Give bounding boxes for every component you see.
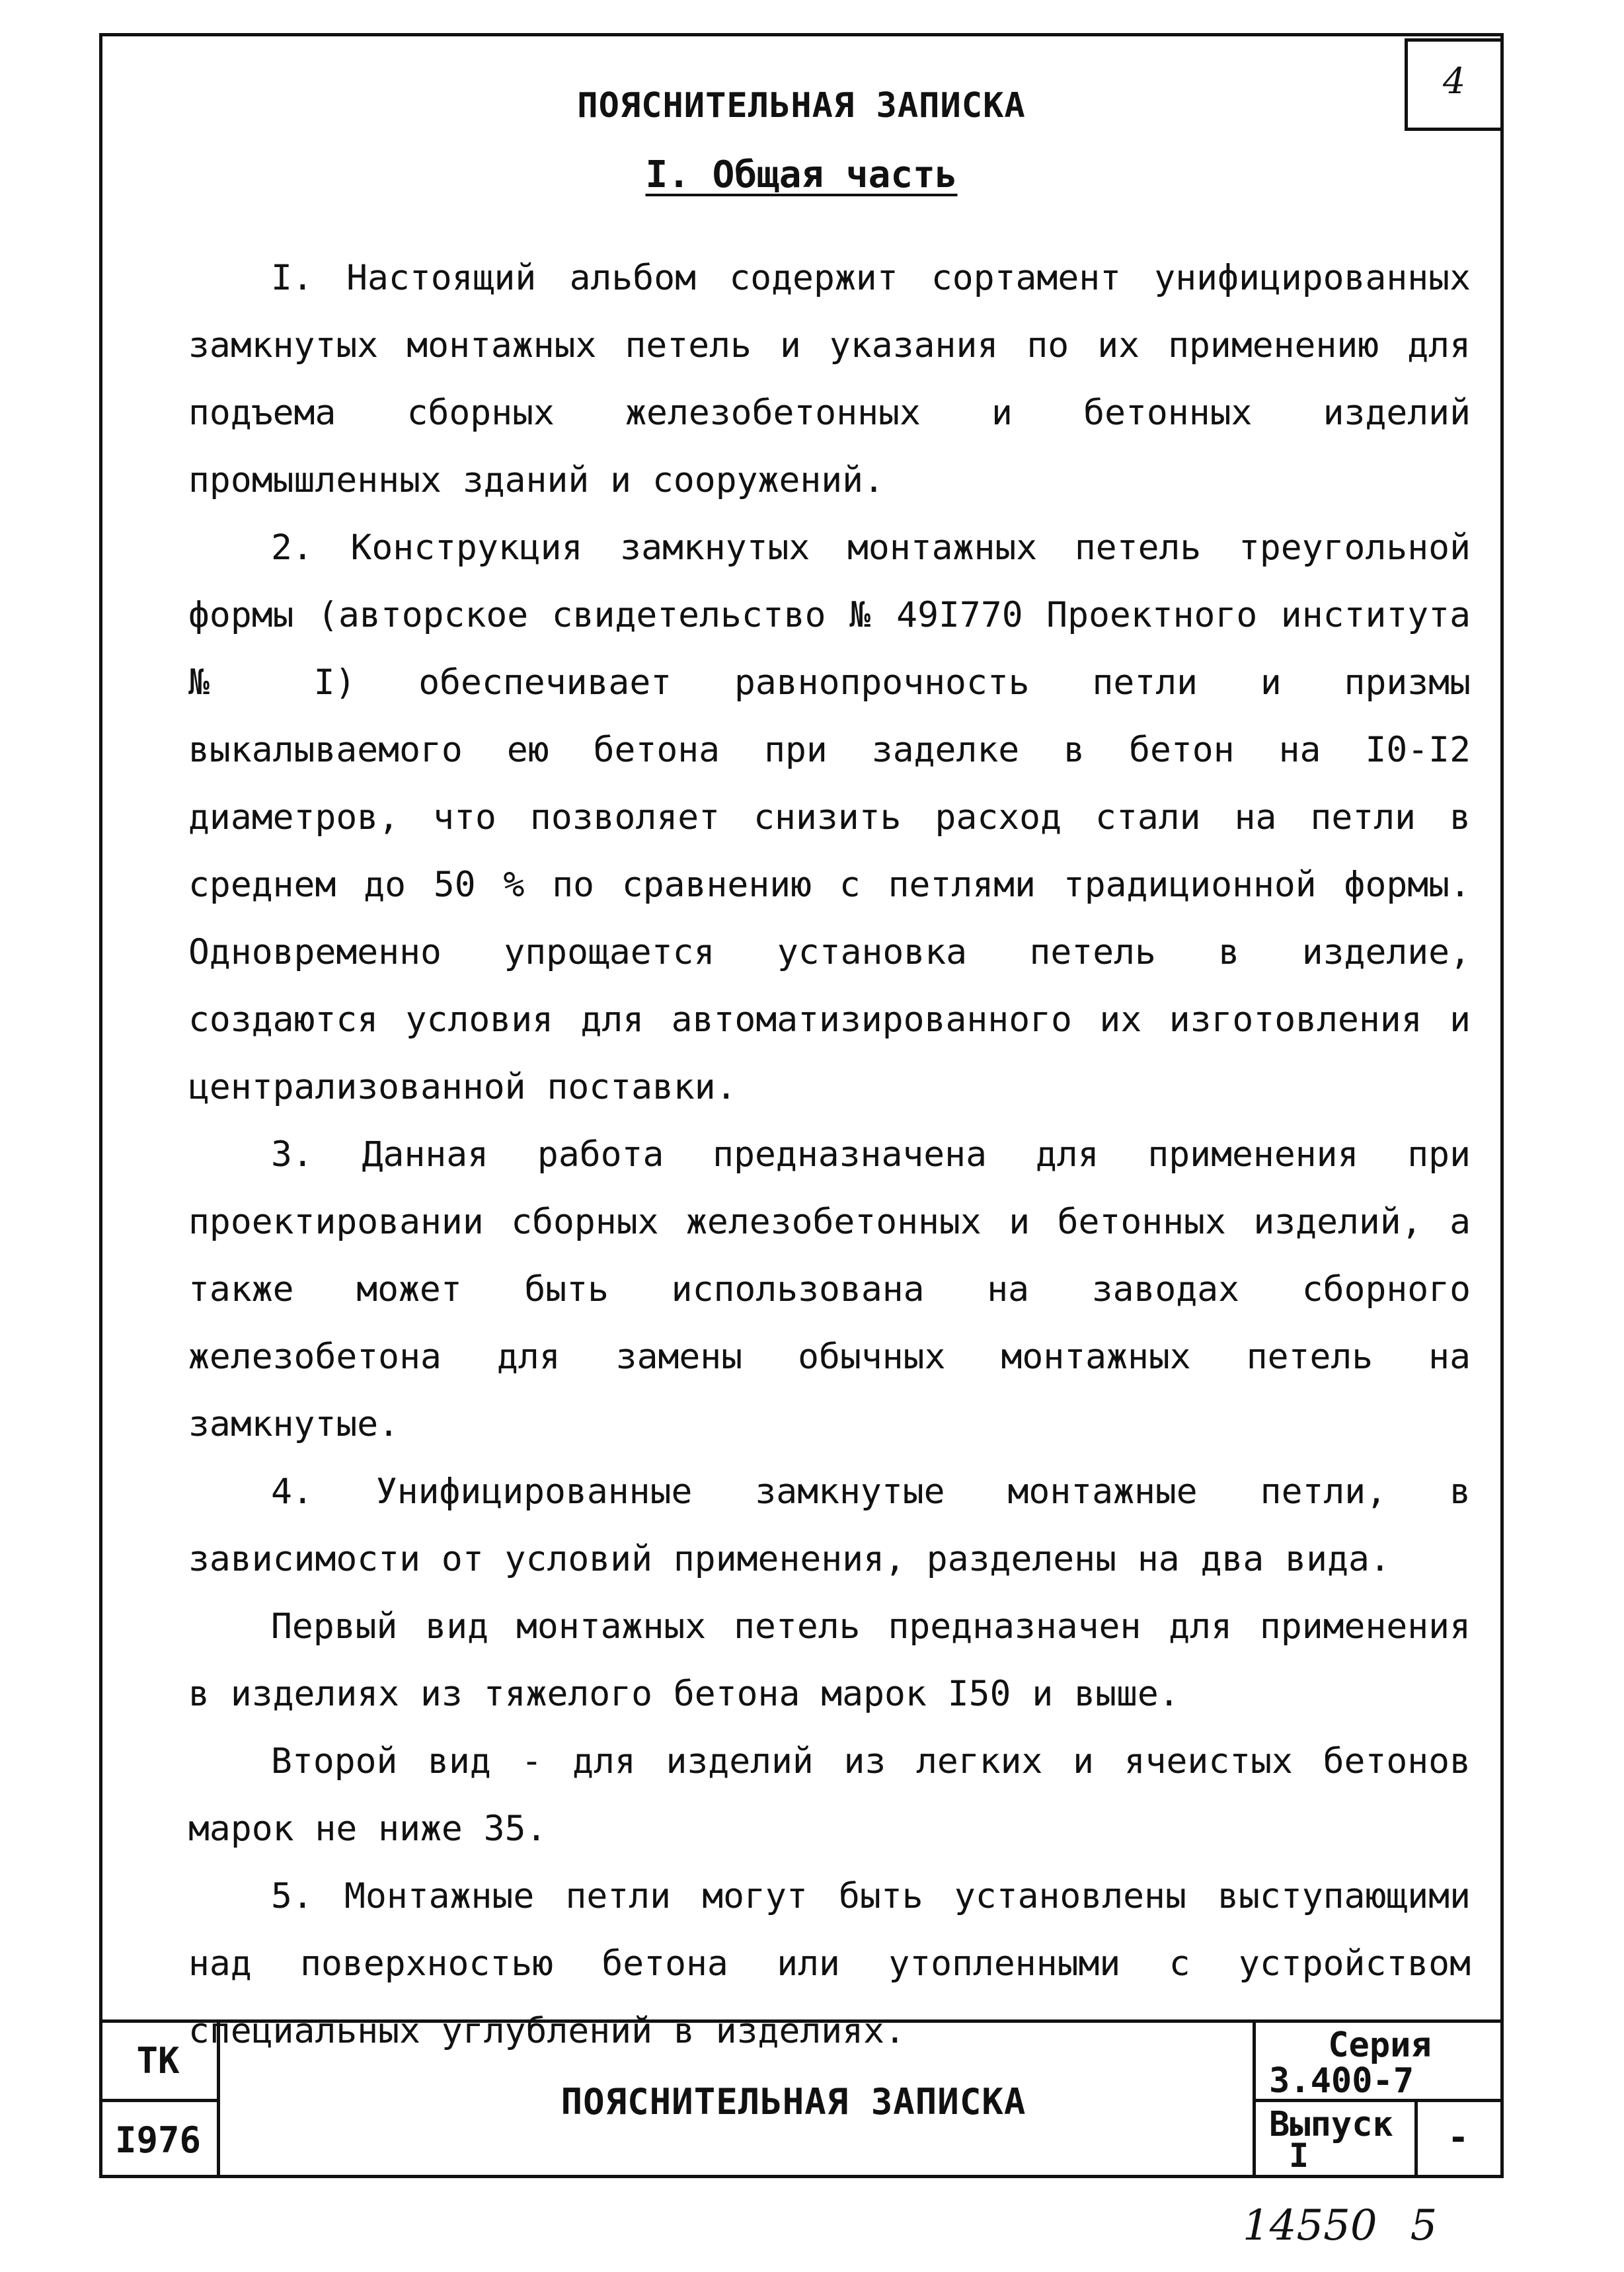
- section-heading: [99, 153, 1504, 196]
- section-heading-text: I. Общая часть: [645, 153, 958, 196]
- title-block: [99, 2019, 1504, 2178]
- stamp-year: I976: [99, 2102, 220, 2178]
- paragraph: I. Настоящий альбом содержит сортамент унифицированных замкнутых монтажных петель и указания по их применению для подъема сборных железобетонных и бетонных изделий промышленных зданий и сооружений.: [188, 258, 1471, 500]
- stamp-issue: [1253, 2102, 1500, 2178]
- stamp-title: ПОЯСНИТЕЛЬНАЯ ЗАПИСКА: [561, 2081, 1026, 2123]
- archive-number: [1243, 2201, 1470, 2250]
- page-title: ПОЯСНИТЕЛЬНАЯ ЗАПИСКА: [577, 86, 1026, 126]
- stamp-issue-value: I: [1289, 2136, 1309, 2175]
- stamp-org: ТК: [99, 2023, 220, 2102]
- paragraph: Второй вид - для изделий из легких и ячеистых бетонов марок не ниже 35.: [188, 1741, 1471, 1849]
- paragraph: 2. Конструкция замкнутых монтажных петель треугольной формы (авторское свидетельство № 49I770 Проектного института № I) обеспечивает равнопрочность петли и призмы выкалываемого ею бетона при заделке в бетон на I0-I2 диаметров, что позволяет снизить расход стали на петли в среднем до 50 % по сравнению с петлями традиционной формы. Одновременно упрощается установка петель в изделие, создаются условия для автоматизированного их изготовления и централизованной поставки.: [188, 528, 1471, 1107]
- document-body: [188, 245, 1471, 2065]
- archive-id: 14550: [1243, 2201, 1377, 2250]
- paragraph: 5. Монтажные петли могут быть установлены выступающими над поверхностью бетона или утопленными с устройством специальных углублений в изделиях.: [188, 1876, 1471, 2051]
- paragraph: Первый вид монтажных петель предназначен для применения в изделиях из тяжелого бетона марок I50 и выше.: [188, 1606, 1471, 1714]
- stamp-series: [1253, 2023, 1500, 2102]
- archive-sheet: 5: [1410, 2201, 1438, 2250]
- stamp-issue-label: Выпуск: [1269, 2105, 1393, 2144]
- page-number: 4: [1405, 38, 1504, 131]
- paragraph: 4. Унифицированные замкнутые монтажные петли, в зависимости от условий применения, разделены на два вида.: [188, 1471, 1471, 1579]
- stamp-sheet-value: -: [1448, 2117, 1469, 2158]
- stamp-series-label: Серия: [1328, 2025, 1432, 2065]
- stamp-divider: [1414, 2102, 1418, 2175]
- stamp-series-value: 3.400-7: [1269, 2061, 1414, 2101]
- paragraph: 3. Данная работа предназначена для применения при проектировании сборных железобетонных и бетонных изделий, а также может быть использована на заводах сборного железобетона для замены обычных монтажных петель на замкнутые.: [188, 1134, 1471, 1444]
